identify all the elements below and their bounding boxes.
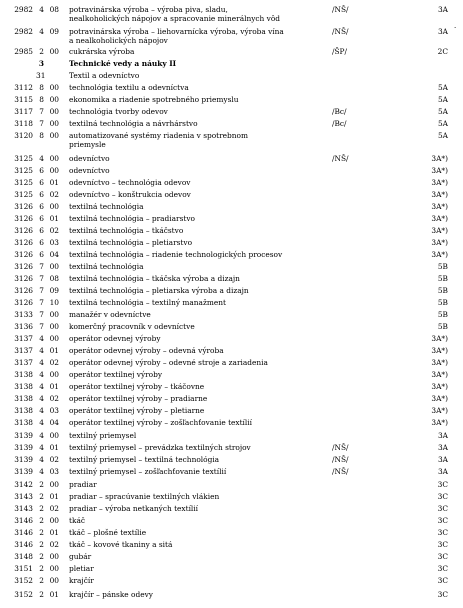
row-level: 3A*) bbox=[431, 346, 448, 355]
row-sub: 00 bbox=[49, 119, 59, 128]
row-group: 8 bbox=[39, 131, 44, 140]
row-code: 3125 bbox=[14, 154, 33, 163]
row-level: 3A bbox=[437, 431, 448, 440]
row-sub: 03 bbox=[49, 406, 59, 415]
row-code: 3126 bbox=[14, 274, 33, 283]
row-group: 2 bbox=[39, 576, 44, 585]
row-name: tkáč – plošné textílie bbox=[69, 528, 147, 537]
row-group: 4 bbox=[39, 358, 44, 367]
row-group: 2 bbox=[39, 590, 44, 599]
row-code: 3125 bbox=[14, 178, 33, 187]
row-level: 5B bbox=[437, 262, 448, 271]
row-level: 3A*) bbox=[431, 382, 448, 391]
row-name: automatizované systémy riadenia v spotrebnom bbox=[69, 131, 248, 140]
row-name: operátor textilnej výroby – tkáčovne bbox=[69, 382, 205, 391]
row-group: 6 bbox=[39, 238, 44, 247]
row-name: operátor textilnej výroby – pletiarne bbox=[69, 406, 205, 415]
row-code: 3146 bbox=[14, 528, 33, 537]
row-sub: 00 bbox=[49, 564, 59, 573]
row-level: 3A*) bbox=[431, 418, 448, 427]
row-group: 2 bbox=[39, 504, 44, 513]
row-name: operátor odevnej výroby bbox=[69, 334, 161, 343]
row-code: 3125 bbox=[14, 190, 33, 199]
row-name: technológia tvorby odevov bbox=[69, 107, 168, 116]
row-level: 5B bbox=[437, 310, 448, 319]
row-group: 6 bbox=[39, 202, 44, 211]
row-level: 3C bbox=[437, 564, 448, 573]
row-code: 3115 bbox=[14, 95, 33, 104]
row-sub: 02 bbox=[49, 540, 59, 549]
row-level: 5B bbox=[437, 274, 448, 283]
row-group: 4 bbox=[39, 334, 44, 343]
row-sub: 02 bbox=[49, 394, 59, 403]
row-sub: 00 bbox=[49, 480, 59, 489]
row-name: textilný priemysel – zošľachťovanie textílií bbox=[69, 467, 227, 476]
row-name: pradiar – spracúvanie textilných vlákien bbox=[69, 492, 220, 501]
row-name: textilná technológia – riadenie technologických procesov bbox=[69, 250, 283, 259]
row-sub: 00 bbox=[49, 202, 59, 211]
row-sub: 08 bbox=[49, 5, 59, 14]
row-level: 3C bbox=[437, 492, 448, 501]
row-code: 3139 bbox=[14, 455, 33, 464]
row-note: /Bc/ bbox=[332, 107, 347, 116]
row-code: 3146 bbox=[14, 540, 33, 549]
row-group: 31 bbox=[36, 71, 46, 80]
row-code: 3138 bbox=[14, 394, 33, 403]
row-code: 3143 bbox=[14, 504, 33, 513]
row-level: 3A*) bbox=[431, 226, 448, 235]
margin-mark: . bbox=[454, 22, 457, 30]
row-sub: 03 bbox=[49, 238, 59, 247]
row-sub: 02 bbox=[49, 455, 59, 464]
row-sub: 08 bbox=[49, 274, 59, 283]
row-sub: 09 bbox=[49, 286, 59, 295]
row-code: 3139 bbox=[14, 443, 33, 452]
row-group: 4 bbox=[39, 431, 44, 440]
row-code: 2985 bbox=[14, 47, 33, 56]
row-sub: 02 bbox=[49, 190, 59, 199]
row-sub: 00 bbox=[49, 552, 59, 561]
row-level: 3A*) bbox=[431, 190, 448, 199]
row-name: textilná technológia – pradiarstvo bbox=[69, 214, 195, 223]
row-sub: 04 bbox=[49, 250, 59, 259]
row-sub: 02 bbox=[49, 358, 59, 367]
row-sub: 00 bbox=[49, 370, 59, 379]
row-name: Technické vedy a náuky II bbox=[69, 59, 177, 68]
row-sub: 00 bbox=[49, 95, 59, 104]
row-code: 3118 bbox=[14, 119, 33, 128]
row-group: 6 bbox=[39, 250, 44, 259]
row-group: 7 bbox=[39, 262, 44, 271]
row-level: 3A*) bbox=[431, 358, 448, 367]
row-level: 3A bbox=[437, 443, 448, 452]
row-sub: 00 bbox=[49, 154, 59, 163]
row-group: 6 bbox=[39, 178, 44, 187]
row-note: /NŠ/ bbox=[332, 154, 349, 163]
row-name: textilná technológia – pletiarstvo bbox=[69, 238, 193, 247]
row-sub: 01 bbox=[49, 492, 59, 501]
row-sub: 01 bbox=[49, 382, 59, 391]
row-sub: 00 bbox=[49, 334, 59, 343]
row-code: 3143 bbox=[14, 492, 33, 501]
row-group: 7 bbox=[39, 310, 44, 319]
row-code: 3126 bbox=[14, 202, 33, 211]
row-name: potravinárska výroba – výroba piva, sladu, bbox=[69, 5, 228, 14]
row-level: 2C bbox=[437, 47, 448, 56]
row-name-continued: a nealkoholických nápojov bbox=[69, 35, 168, 45]
row-group: 2 bbox=[39, 540, 44, 549]
row-level: 5A bbox=[437, 119, 448, 128]
row-level: 5A bbox=[437, 95, 448, 104]
row-name: cukrárska výroba bbox=[69, 47, 135, 56]
row-sub: 00 bbox=[49, 262, 59, 271]
row-level: 5A bbox=[437, 83, 448, 92]
row-group: 4 bbox=[39, 455, 44, 464]
row-sub: 01 bbox=[49, 214, 59, 223]
row-sub: 00 bbox=[49, 576, 59, 585]
row-code: 2982 bbox=[14, 5, 33, 14]
row-level: 3C bbox=[437, 528, 448, 537]
row-code: 3126 bbox=[14, 214, 33, 223]
row-group: 8 bbox=[39, 83, 44, 92]
row-group: 4 bbox=[39, 5, 44, 14]
row-sub: 00 bbox=[49, 431, 59, 440]
row-group: 8 bbox=[39, 95, 44, 104]
row-level: 3C bbox=[437, 590, 448, 599]
row-code: 3137 bbox=[14, 358, 33, 367]
row-group: 3 bbox=[38, 59, 44, 68]
row-sub: 10 bbox=[49, 298, 59, 307]
row-name: ekonomika a riadenie spotrebného priemyslu bbox=[69, 95, 239, 104]
row-name: gubár bbox=[69, 552, 92, 561]
row-code: 3126 bbox=[14, 250, 33, 259]
row-code: 3133 bbox=[14, 310, 33, 319]
row-name: odevníctvo – konštrukcia odevov bbox=[69, 190, 191, 199]
row-group: 2 bbox=[39, 564, 44, 573]
row-code: 3146 bbox=[14, 516, 33, 525]
row-note: /NŠ/ bbox=[332, 455, 349, 464]
row-code: 3152 bbox=[14, 590, 33, 599]
row-name: operátor odevnej výroby – odevné stroje a zariadenia bbox=[69, 358, 268, 367]
row-sub: 02 bbox=[49, 226, 59, 235]
row-name: textilná technológia bbox=[69, 262, 144, 271]
row-name: textilná technológia bbox=[69, 202, 144, 211]
row-group: 7 bbox=[39, 119, 44, 128]
row-sub: 01 bbox=[49, 178, 59, 187]
row-group: 4 bbox=[39, 394, 44, 403]
row-code: 3117 bbox=[14, 107, 33, 116]
row-name: pletiar bbox=[69, 564, 94, 573]
row-group: 7 bbox=[39, 322, 44, 331]
row-code: 3125 bbox=[14, 166, 33, 175]
row-name: operátor textilnej výroby – zošľachťovanie textílií bbox=[69, 418, 253, 427]
row-name: operátor textilnej výroby – pradiarne bbox=[69, 394, 208, 403]
row-name: tkáč – kovové tkaniny a sitá bbox=[69, 540, 173, 549]
row-group: 4 bbox=[39, 346, 44, 355]
row-level: 5B bbox=[437, 286, 448, 295]
row-group: 6 bbox=[39, 166, 44, 175]
row-level: 3A bbox=[437, 5, 448, 14]
row-level: 5B bbox=[437, 322, 448, 331]
row-code: 3112 bbox=[14, 83, 33, 92]
row-code: 3151 bbox=[14, 564, 33, 573]
row-group: 4 bbox=[39, 154, 44, 163]
row-level: 5A bbox=[437, 107, 448, 116]
row-group: 4 bbox=[39, 370, 44, 379]
row-sub: 01 bbox=[49, 443, 59, 452]
row-name: Textil a odevníctvo bbox=[69, 71, 140, 80]
row-note: /NŠ/ bbox=[332, 467, 349, 476]
row-group: 7 bbox=[39, 286, 44, 295]
row-name: textilná technológia a návrhárstvo bbox=[69, 119, 198, 128]
row-code: 3142 bbox=[14, 480, 33, 489]
row-code: 3126 bbox=[14, 226, 33, 235]
row-level: 3A*) bbox=[431, 154, 448, 163]
row-sub: 00 bbox=[49, 322, 59, 331]
row-name: textilný priemysel – textilná technológia bbox=[69, 455, 220, 464]
row-code: 3126 bbox=[14, 238, 33, 247]
row-level: 3A*) bbox=[431, 178, 448, 187]
row-level: 3C bbox=[437, 480, 448, 489]
row-code: 3138 bbox=[14, 406, 33, 415]
row-group: 7 bbox=[39, 298, 44, 307]
row-name: technológia textilu a odevníctva bbox=[69, 83, 189, 92]
row-group: 2 bbox=[39, 528, 44, 537]
row-level: 3A*) bbox=[431, 394, 448, 403]
row-group: 4 bbox=[39, 27, 44, 36]
row-code: 3138 bbox=[14, 418, 33, 427]
row-group: 6 bbox=[39, 190, 44, 199]
row-code: 3152 bbox=[14, 576, 33, 585]
row-name: krajčír – pánske odevy bbox=[69, 590, 153, 599]
row-level: 3A*) bbox=[431, 370, 448, 379]
row-name: textilná technológia – tkáčska výroba a dizajn bbox=[69, 274, 240, 283]
row-sub: 00 bbox=[49, 131, 59, 140]
row-sub: 02 bbox=[49, 504, 59, 513]
row-sub: 00 bbox=[49, 107, 59, 116]
row-level: 3A*) bbox=[431, 250, 448, 259]
row-name: tkáč bbox=[69, 516, 85, 525]
row-group: 4 bbox=[39, 467, 44, 476]
row-level: 5B bbox=[437, 298, 448, 307]
row-code: 3138 bbox=[14, 382, 33, 391]
row-group: 7 bbox=[39, 274, 44, 283]
row-sub: 00 bbox=[49, 166, 59, 175]
row-code: 3126 bbox=[14, 286, 33, 295]
row-group: 2 bbox=[39, 516, 44, 525]
row-code: 3139 bbox=[14, 467, 33, 476]
row-name: manažér v odevníctve bbox=[69, 310, 151, 319]
row-level: 3A*) bbox=[431, 334, 448, 343]
row-name: potravinárska výroba – liehovarnícka výroba, výroba vína bbox=[69, 27, 284, 36]
row-group: 4 bbox=[39, 382, 44, 391]
row-name: textilná technológia – pletiarska výroba a dizajn bbox=[69, 286, 249, 295]
row-name-continued: nealkoholických nápojov a spracovanie minerálnych vôd bbox=[69, 13, 281, 23]
row-group: 6 bbox=[39, 226, 44, 235]
row-code: 3126 bbox=[14, 298, 33, 307]
row-name-continued: priemysle bbox=[69, 139, 106, 149]
row-name: textilný priemysel bbox=[69, 431, 137, 440]
row-sub: 00 bbox=[49, 47, 59, 56]
row-sub: 01 bbox=[49, 346, 59, 355]
row-level: 3A*) bbox=[431, 406, 448, 415]
row-level: 3A bbox=[437, 27, 448, 36]
row-name: komerčný pracovník v odevníctve bbox=[69, 322, 195, 331]
row-name: operátor textilnej výroby bbox=[69, 370, 163, 379]
row-level: 3A*) bbox=[431, 166, 448, 175]
row-level: 5A bbox=[437, 131, 448, 140]
row-name: odevníctvo bbox=[69, 154, 110, 163]
row-code: 3136 bbox=[14, 322, 33, 331]
row-group: 7 bbox=[39, 107, 44, 116]
row-level: 3C bbox=[437, 516, 448, 525]
row-sub: 00 bbox=[49, 310, 59, 319]
row-group: 6 bbox=[39, 214, 44, 223]
row-name: textilná technológia – textilný manažment bbox=[69, 298, 226, 307]
row-group: 4 bbox=[39, 406, 44, 415]
row-group: 2 bbox=[39, 47, 44, 56]
row-sub: 01 bbox=[49, 590, 59, 599]
row-code: 2982 bbox=[14, 27, 33, 36]
row-name: textilná technológia – tkáčstvo bbox=[69, 226, 184, 235]
row-sub: 01 bbox=[49, 528, 59, 537]
row-note: /NŠ/ bbox=[332, 443, 349, 452]
row-code: 3139 bbox=[14, 431, 33, 440]
row-note: /NŠ/ bbox=[332, 27, 349, 36]
row-level: 3A bbox=[437, 455, 448, 464]
row-name: pradiar bbox=[69, 480, 97, 489]
row-sub: 00 bbox=[49, 83, 59, 92]
row-name: odevníctvo bbox=[69, 166, 110, 175]
row-note: /Bc/ bbox=[332, 119, 347, 128]
row-group: 4 bbox=[39, 418, 44, 427]
row-level: 3A*) bbox=[431, 238, 448, 247]
row-code: 3137 bbox=[14, 334, 33, 343]
row-code: 3138 bbox=[14, 370, 33, 379]
row-code: 3137 bbox=[14, 346, 33, 355]
row-sub: 03 bbox=[49, 467, 59, 476]
row-level: 3A*) bbox=[431, 214, 448, 223]
row-code: 3126 bbox=[14, 262, 33, 271]
row-note: /ŠP/ bbox=[332, 47, 348, 56]
row-name: odevníctvo – technológia odevov bbox=[69, 178, 191, 187]
row-sub: 09 bbox=[49, 27, 59, 36]
row-group: 2 bbox=[39, 492, 44, 501]
row-group: 2 bbox=[39, 480, 44, 489]
row-code: 3120 bbox=[14, 131, 33, 140]
row-name: krajčír bbox=[69, 576, 94, 585]
row-sub: 00 bbox=[49, 516, 59, 525]
row-level: 3C bbox=[437, 504, 448, 513]
row-level: 3C bbox=[437, 552, 448, 561]
row-level: 3A bbox=[437, 467, 448, 476]
row-name: textilný priemysel – prevádzka textilných strojov bbox=[69, 443, 251, 452]
row-sub: 04 bbox=[49, 418, 59, 427]
row-level: 3C bbox=[437, 540, 448, 549]
row-level: 3C bbox=[437, 576, 448, 585]
row-name: pradiar – výroba netkaných textílií bbox=[69, 504, 199, 513]
row-group: 2 bbox=[39, 552, 44, 561]
row-code: 3148 bbox=[14, 552, 33, 561]
row-note: /NŠ/ bbox=[332, 5, 349, 14]
row-group: 4 bbox=[39, 443, 44, 452]
row-level: 3A*) bbox=[431, 202, 448, 211]
row-name: operátor odevnej výroby – odevná výroba bbox=[69, 346, 224, 355]
